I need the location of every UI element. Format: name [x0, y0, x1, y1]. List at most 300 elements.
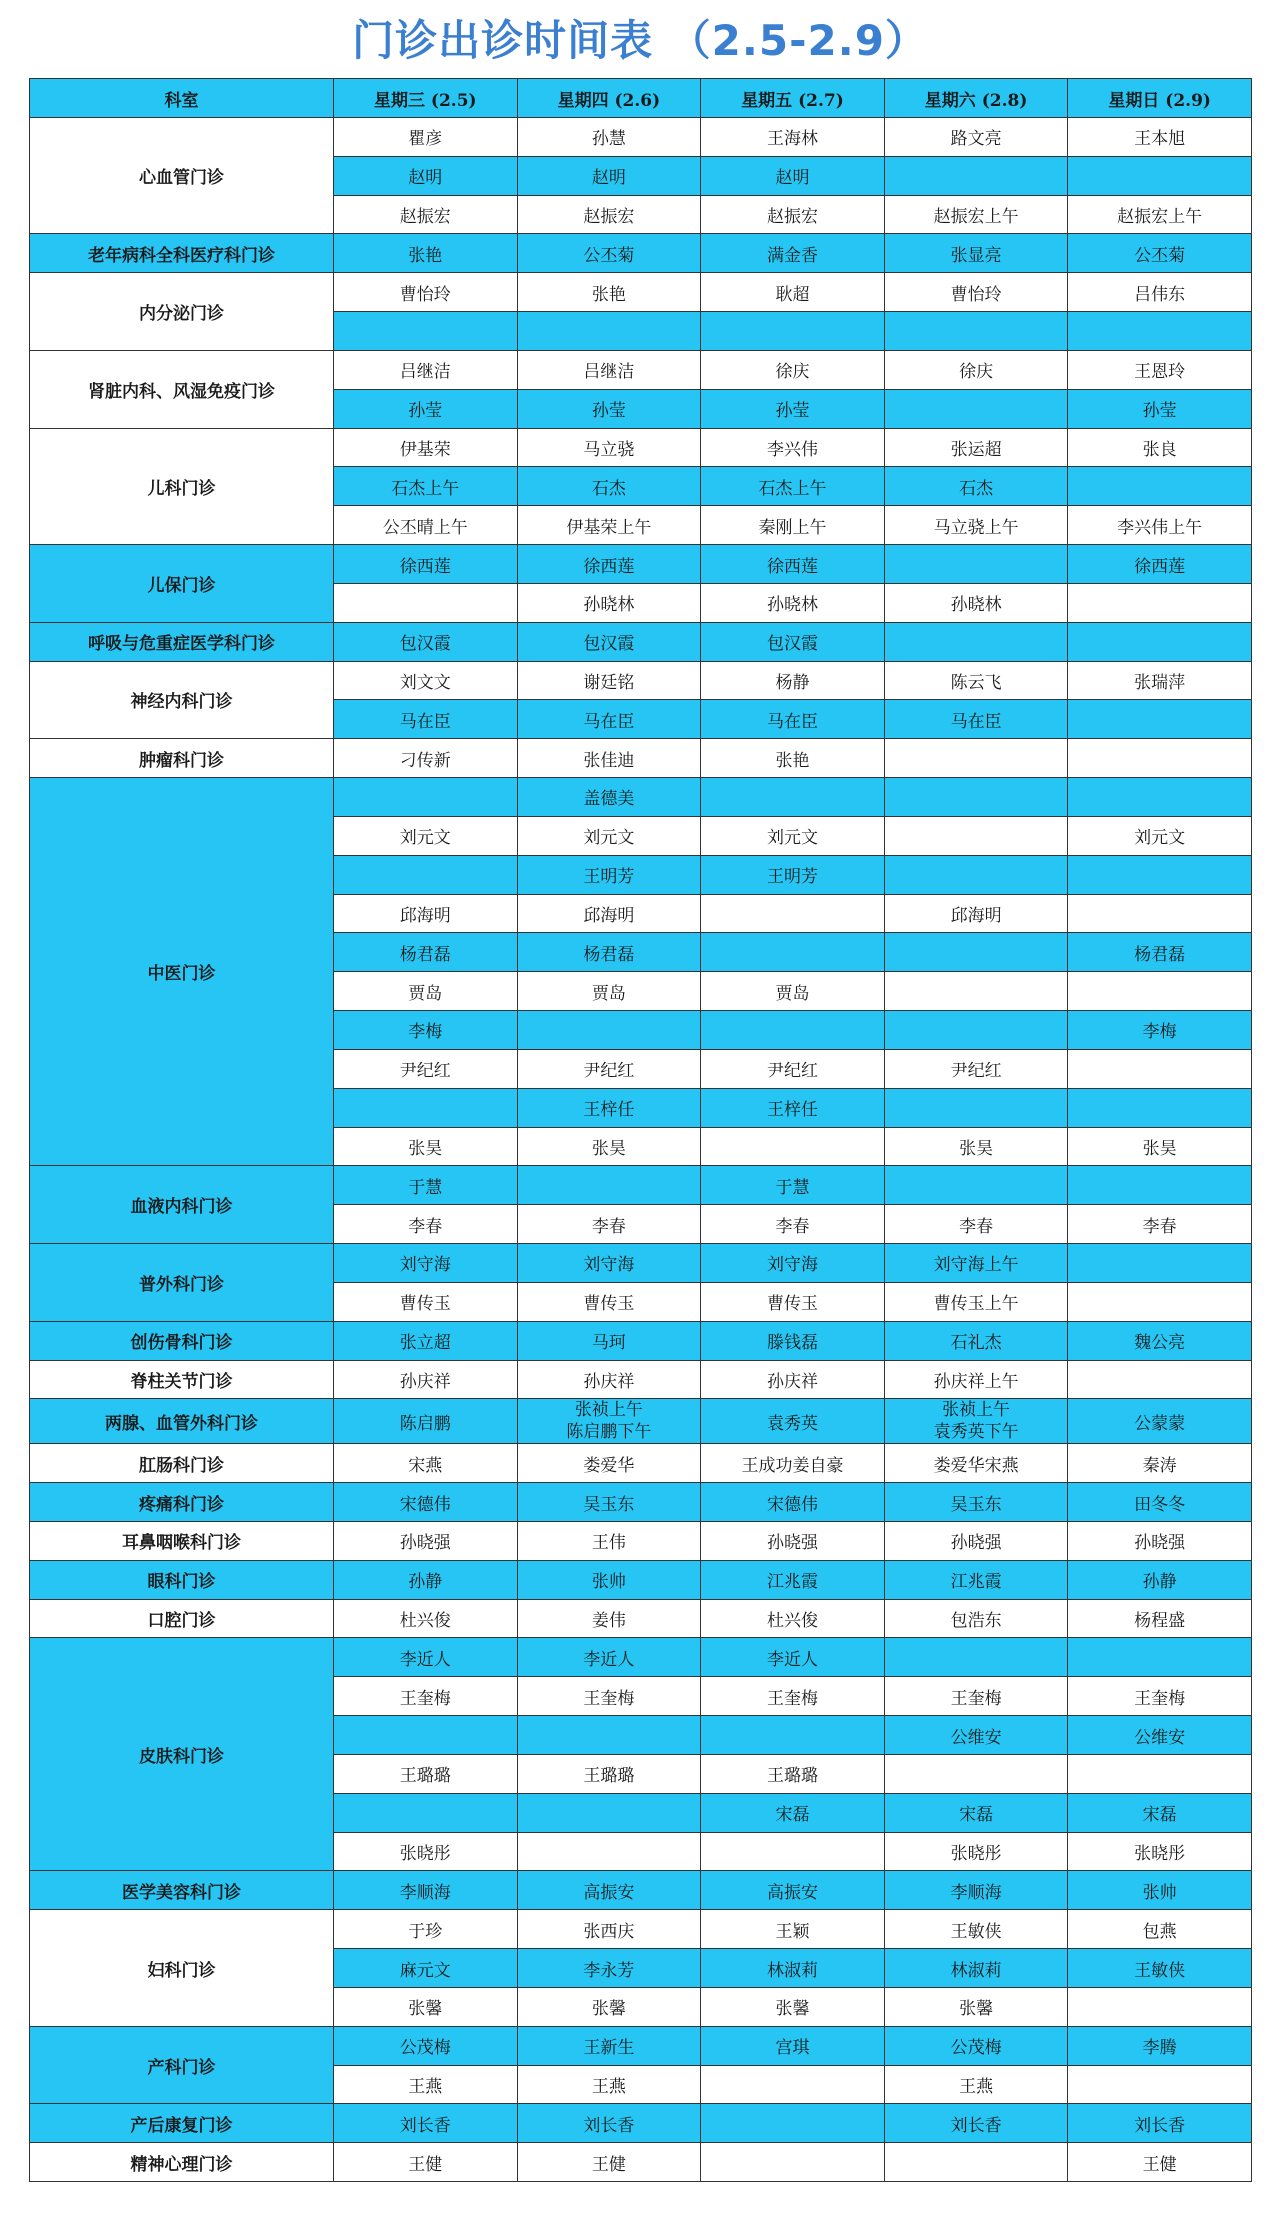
schedule-cell [334, 778, 518, 817]
schedule-cell: 尹纪红 [517, 1049, 701, 1088]
schedule-cell: 马立骁上午 [884, 506, 1068, 545]
schedule-cell: 王颖 [701, 1910, 885, 1949]
schedule-cell: 林淑莉 [701, 1949, 885, 1988]
schedule-cell: 石杰上午 [701, 467, 885, 506]
schedule-cell: 包汉霞 [334, 622, 518, 661]
schedule-cell: 刘守海上午 [884, 1244, 1068, 1283]
schedule-cell: 李春 [517, 1205, 701, 1244]
schedule-cell: 邱海明 [334, 894, 518, 933]
schedule-cell: 赵振宏上午 [884, 195, 1068, 234]
schedule-body [30, 118, 1252, 2182]
schedule-cell: 王奎梅 [517, 1677, 701, 1716]
schedule-cell [884, 1754, 1068, 1793]
schedule-cell: 刁传新 [334, 739, 518, 778]
department-name: 皮肤科门诊 [30, 1638, 334, 1871]
table-row [30, 1871, 1252, 1910]
table-row [30, 1910, 1252, 1949]
department-name: 呼吸与危重症医学科门诊 [30, 622, 334, 661]
schedule-cell: 张晓彤 [884, 1832, 1068, 1871]
schedule-cell: 曹传玉 [334, 1282, 518, 1321]
schedule-cell: 王明芳 [701, 855, 885, 894]
schedule-cell: 刘元文 [1068, 816, 1252, 855]
table-row [30, 1638, 1252, 1677]
schedule-cell: 包浩东 [884, 1599, 1068, 1638]
schedule-cell: 李近人 [701, 1638, 885, 1677]
table-row [30, 622, 1252, 661]
schedule-cell [1068, 2065, 1252, 2104]
schedule-cell: 曹传玉 [517, 1282, 701, 1321]
schedule-cell: 姜伟 [517, 1599, 701, 1638]
schedule-cell: 王新生 [517, 2026, 701, 2065]
table-row [30, 545, 1252, 584]
schedule-cell: 王本旭 [1068, 118, 1252, 157]
schedule-cell: 张昊 [517, 1127, 701, 1166]
doctor-name-line: 张祯上午 [942, 1400, 1011, 1421]
schedule-cell: 王明芳 [517, 855, 701, 894]
schedule-cell: 张西庆 [517, 1910, 701, 1949]
schedule-cell [1068, 583, 1252, 622]
schedule-cell: 高振安 [517, 1871, 701, 1910]
schedule-cell [517, 1716, 701, 1755]
schedule-cell [884, 816, 1068, 855]
schedule-cell: 公维安 [1068, 1716, 1252, 1755]
schedule-cell [1068, 1049, 1252, 1088]
schedule-cell [701, 2065, 885, 2104]
schedule-cell: 杨静 [701, 661, 885, 700]
schedule-cell: 包汉霞 [701, 622, 885, 661]
department-name: 肛肠科门诊 [30, 1444, 334, 1483]
schedule-cell: 刘长香 [1068, 2104, 1252, 2143]
schedule-cell: 宋德伟 [701, 1483, 885, 1522]
schedule-cell [334, 855, 518, 894]
table-row [30, 1399, 1252, 1444]
schedule-cell: 马在臣 [517, 700, 701, 739]
department-name: 医学美容科门诊 [30, 1871, 334, 1910]
schedule-cell: 王奎梅 [884, 1677, 1068, 1716]
schedule-cell [1068, 1282, 1252, 1321]
schedule-cell: 杨君磊 [517, 933, 701, 972]
schedule-cell: 秦刚上午 [701, 506, 885, 545]
schedule-cell: 徐西莲 [701, 545, 885, 584]
schedule-cell [517, 312, 701, 351]
schedule-table [29, 78, 1252, 2182]
schedule-cell: 盖德美 [517, 778, 701, 817]
schedule-cell: 孙庆祥上午 [884, 1360, 1068, 1399]
schedule-cell: 孙晓强 [701, 1521, 885, 1560]
schedule-cell: 赵明 [334, 156, 518, 195]
schedule-cell: 石杰 [517, 467, 701, 506]
department-name: 肿瘤科门诊 [30, 739, 334, 778]
schedule-cell: 宋德伟 [334, 1483, 518, 1522]
schedule-cell: 吴玉东 [517, 1483, 701, 1522]
schedule-cell [334, 312, 518, 351]
schedule-cell: 曹怡玲 [334, 273, 518, 312]
schedule-cell: 石杰上午 [334, 467, 518, 506]
schedule-cell [1068, 1754, 1252, 1793]
schedule-cell: 石礼杰 [884, 1321, 1068, 1360]
schedule-cell: 耿超 [701, 273, 885, 312]
schedule-cell [884, 622, 1068, 661]
header-department: 科室 [30, 79, 334, 118]
schedule-cell [701, 1832, 885, 1871]
header-saturday: 星期六 (2.8) [884, 79, 1068, 118]
schedule-cell [334, 1088, 518, 1127]
schedule-cell [1068, 312, 1252, 351]
schedule-cell: 李春 [334, 1205, 518, 1244]
schedule-cell: 徐庆 [884, 350, 1068, 389]
header-thursday: 星期四 (2.6) [517, 79, 701, 118]
schedule-cell: 王敏侠 [1068, 1949, 1252, 1988]
schedule-cell: 孙静 [334, 1560, 518, 1599]
schedule-cell: 刘元文 [517, 816, 701, 855]
schedule-cell: 张馨 [517, 1987, 701, 2026]
schedule-cell: 李春 [1068, 1205, 1252, 1244]
schedule-cell: 石杰 [884, 467, 1068, 506]
schedule-cell [1068, 739, 1252, 778]
schedule-cell: 满金香 [701, 234, 885, 273]
schedule-cell [1068, 778, 1252, 817]
schedule-cell: 张立超 [334, 1321, 518, 1360]
header-friday: 星期五 (2.7) [701, 79, 885, 118]
department-name: 儿保门诊 [30, 545, 334, 623]
table-row [30, 1483, 1252, 1522]
department-name: 产后康复门诊 [30, 2104, 334, 2143]
schedule-cell: 公蒙蒙 [1068, 1399, 1252, 1444]
department-name: 创伤骨科门诊 [30, 1321, 334, 1360]
schedule-cell: 陈启鹏 [334, 1399, 518, 1444]
schedule-cell [884, 2143, 1068, 2182]
schedule-cell [1068, 700, 1252, 739]
schedule-cell: 杨程盛 [1068, 1599, 1252, 1638]
schedule-cell: 伊基荣上午 [517, 506, 701, 545]
schedule-cell: 陈云飞 [884, 661, 1068, 700]
schedule-cell: 赵振宏 [701, 195, 885, 234]
department-name: 血液内科门诊 [30, 1166, 334, 1244]
schedule-cell: 杜兴俊 [334, 1599, 518, 1638]
schedule-cell [1068, 1166, 1252, 1205]
schedule-cell: 张显亮 [884, 234, 1068, 273]
schedule-cell: 孙莹 [517, 389, 701, 428]
schedule-cell: 邱海明 [884, 894, 1068, 933]
schedule-cell: 贾岛 [701, 972, 885, 1011]
schedule-cell: 李近人 [517, 1638, 701, 1677]
table-row [30, 1444, 1252, 1483]
schedule-cell [1068, 1987, 1252, 2026]
table-row [30, 739, 1252, 778]
schedule-cell [701, 312, 885, 351]
schedule-cell: 张昊 [1068, 1127, 1252, 1166]
table-row [30, 1599, 1252, 1638]
schedule-cell [517, 1399, 701, 1444]
doctor-name-line: 袁秀英下午 [933, 1422, 1019, 1443]
schedule-cell: 孙晓强 [884, 1521, 1068, 1560]
schedule-cell: 包汉霞 [517, 622, 701, 661]
schedule-cell [884, 1638, 1068, 1677]
schedule-cell: 张昊 [884, 1127, 1068, 1166]
schedule-cell [1068, 467, 1252, 506]
schedule-cell: 王燕 [884, 2065, 1068, 2104]
schedule-cell: 张瑞萍 [1068, 661, 1252, 700]
schedule-cell [1068, 1638, 1252, 1677]
schedule-cell: 张晓彤 [334, 1832, 518, 1871]
schedule-cell [884, 1088, 1068, 1127]
schedule-cell [701, 1127, 885, 1166]
schedule-cell: 娄爱华 [517, 1444, 701, 1483]
table-row [30, 2026, 1252, 2065]
table-row [30, 1560, 1252, 1599]
schedule-cell: 李梅 [1068, 1011, 1252, 1050]
schedule-cell: 张艳 [334, 234, 518, 273]
department-name: 脊柱关节门诊 [30, 1360, 334, 1399]
department-name: 口腔门诊 [30, 1599, 334, 1638]
department-name: 疼痛科门诊 [30, 1483, 334, 1522]
doctor-name-line: 陈启鹏下午 [566, 1422, 652, 1443]
schedule-cell: 李兴伟上午 [1068, 506, 1252, 545]
schedule-cell: 王璐璐 [334, 1754, 518, 1793]
schedule-cell [884, 778, 1068, 817]
schedule-cell: 王燕 [517, 2065, 701, 2104]
schedule-cell: 张良 [1068, 428, 1252, 467]
schedule-cell: 娄爱华宋燕 [884, 1444, 1068, 1483]
schedule-cell [517, 1166, 701, 1205]
schedule-cell [701, 2104, 885, 2143]
schedule-cell [517, 1832, 701, 1871]
schedule-cell: 刘守海 [334, 1244, 518, 1283]
schedule-cell: 徐庆 [701, 350, 885, 389]
schedule-cell: 曹传玉上午 [884, 1282, 1068, 1321]
schedule-cell: 麻元文 [334, 1949, 518, 1988]
schedule-cell: 王成功姜自豪 [701, 1444, 885, 1483]
schedule-cell: 江兆霞 [884, 1560, 1068, 1599]
schedule-cell: 王奎梅 [334, 1677, 518, 1716]
schedule-cell: 尹纪红 [701, 1049, 885, 1088]
schedule-cell: 赵明 [701, 156, 885, 195]
schedule-cell: 曹传玉 [701, 1282, 885, 1321]
header-sunday: 星期日 (2.9) [1068, 79, 1252, 118]
schedule-cell: 张运超 [884, 428, 1068, 467]
schedule-cell [1068, 855, 1252, 894]
schedule-cell: 孙静 [1068, 1560, 1252, 1599]
schedule-cell: 张馨 [701, 1987, 885, 2026]
schedule-cell: 孙晓强 [1068, 1521, 1252, 1560]
schedule-cell [884, 156, 1068, 195]
schedule-cell [884, 389, 1068, 428]
department-name: 中医门诊 [30, 778, 334, 1166]
schedule-cell: 杨君磊 [334, 933, 518, 972]
schedule-cell: 张晓彤 [1068, 1832, 1252, 1871]
schedule-cell: 公丕菊 [517, 234, 701, 273]
table-row [30, 2104, 1252, 2143]
schedule-cell [884, 1166, 1068, 1205]
department-name: 内分泌门诊 [30, 273, 334, 351]
table-row [30, 118, 1252, 157]
schedule-cell: 魏公亮 [1068, 1321, 1252, 1360]
schedule-cell [701, 1011, 885, 1050]
schedule-cell: 尹纪红 [884, 1049, 1068, 1088]
schedule-cell: 杜兴俊 [701, 1599, 885, 1638]
schedule-cell: 王健 [334, 2143, 518, 2182]
schedule-cell: 王恩玲 [1068, 350, 1252, 389]
schedule-cell: 张艳 [701, 739, 885, 778]
schedule-cell: 徐西莲 [517, 545, 701, 584]
schedule-cell: 吕继洁 [517, 350, 701, 389]
schedule-cell: 刘元文 [701, 816, 885, 855]
schedule-cell: 张佳迪 [517, 739, 701, 778]
schedule-cell: 吕伟东 [1068, 273, 1252, 312]
schedule-cell: 刘元文 [334, 816, 518, 855]
schedule-cell [701, 1716, 885, 1755]
schedule-cell: 李顺海 [334, 1871, 518, 1910]
table-row [30, 428, 1252, 467]
department-name: 耳鼻咽喉科门诊 [30, 1521, 334, 1560]
schedule-cell: 王奎梅 [1068, 1677, 1252, 1716]
schedule-cell: 孙莹 [1068, 389, 1252, 428]
schedule-cell: 伊基荣 [334, 428, 518, 467]
schedule-cell: 赵振宏 [517, 195, 701, 234]
schedule-cell: 公维安 [884, 1716, 1068, 1755]
schedule-cell: 王敏侠 [884, 1910, 1068, 1949]
schedule-cell [334, 1716, 518, 1755]
schedule-cell: 徐西莲 [1068, 545, 1252, 584]
schedule-cell [884, 739, 1068, 778]
schedule-cell: 瞿彦 [334, 118, 518, 157]
schedule-cell [884, 1011, 1068, 1050]
schedule-cell: 徐西莲 [334, 545, 518, 584]
schedule-cell [517, 1011, 701, 1050]
schedule-cell: 张帅 [517, 1560, 701, 1599]
schedule-cell: 赵明 [517, 156, 701, 195]
department-name: 儿科门诊 [30, 428, 334, 544]
schedule-cell: 田冬冬 [1068, 1483, 1252, 1522]
table-row [30, 1321, 1252, 1360]
schedule-cell: 张帅 [1068, 1871, 1252, 1910]
schedule-cell: 王梓任 [517, 1088, 701, 1127]
schedule-cell [334, 583, 518, 622]
schedule-cell: 王海林 [701, 118, 885, 157]
schedule-cell: 孙慧 [517, 118, 701, 157]
department-name: 神经内科门诊 [30, 661, 334, 739]
schedule-cell: 宋磊 [884, 1793, 1068, 1832]
table-row [30, 273, 1252, 312]
department-name: 两腺、血管外科门诊 [30, 1399, 334, 1444]
schedule-cell [1068, 1244, 1252, 1283]
schedule-cell: 公丕菊 [1068, 234, 1252, 273]
schedule-cell: 王璐璐 [517, 1754, 701, 1793]
table-row [30, 661, 1252, 700]
schedule-cell [334, 1793, 518, 1832]
schedule-cell: 刘守海 [701, 1244, 885, 1283]
schedule-cell: 秦涛 [1068, 1444, 1252, 1483]
schedule-cell [701, 894, 885, 933]
schedule-cell: 李春 [884, 1205, 1068, 1244]
schedule-cell: 孙晓林 [517, 583, 701, 622]
schedule-cell: 孙庆祥 [334, 1360, 518, 1399]
schedule-cell: 公茂梅 [884, 2026, 1068, 2065]
department-name: 普外科门诊 [30, 1244, 334, 1322]
schedule-cell: 包燕 [1068, 1910, 1252, 1949]
header-wednesday: 星期三 (2.5) [334, 79, 518, 118]
schedule-cell: 高振安 [701, 1871, 885, 1910]
schedule-cell [884, 933, 1068, 972]
schedule-cell: 张昊 [334, 1127, 518, 1166]
schedule-cell: 孙晓林 [701, 583, 885, 622]
department-name: 精神心理门诊 [30, 2143, 334, 2182]
schedule-cell: 邱海明 [517, 894, 701, 933]
table-row [30, 2143, 1252, 2182]
schedule-cell: 于慧 [334, 1166, 518, 1205]
schedule-cell [1068, 156, 1252, 195]
schedule-cell: 贾岛 [334, 972, 518, 1011]
schedule-cell [884, 312, 1068, 351]
schedule-cell: 马珂 [517, 1321, 701, 1360]
schedule-cell: 李近人 [334, 1638, 518, 1677]
schedule-cell: 刘长香 [884, 2104, 1068, 2143]
header-row [30, 79, 1252, 118]
schedule-cell: 滕钱磊 [701, 1321, 885, 1360]
department-name: 妇科门诊 [30, 1910, 334, 2026]
schedule-cell: 马在臣 [334, 700, 518, 739]
schedule-cell: 刘守海 [517, 1244, 701, 1283]
schedule-cell: 李永芳 [517, 1949, 701, 1988]
table-row [30, 350, 1252, 389]
table-row [30, 778, 1252, 817]
schedule-cell: 王健 [517, 2143, 701, 2182]
department-name: 肾脏内科、风湿免疫门诊 [30, 350, 334, 428]
table-row [30, 234, 1252, 273]
department-name: 心血管门诊 [30, 118, 334, 234]
schedule-cell [701, 2143, 885, 2182]
schedule-cell: 李春 [701, 1205, 885, 1244]
schedule-cell [1068, 894, 1252, 933]
schedule-cell: 吕继洁 [334, 350, 518, 389]
schedule-cell: 赵振宏上午 [1068, 195, 1252, 234]
table-row [30, 1166, 1252, 1205]
table-row [30, 1360, 1252, 1399]
schedule-cell: 马在臣 [884, 700, 1068, 739]
schedule-cell: 于珍 [334, 1910, 518, 1949]
schedule-cell: 路文亮 [884, 118, 1068, 157]
schedule-cell [701, 778, 885, 817]
schedule-cell: 张馨 [884, 1987, 1068, 2026]
schedule-cell: 宋磊 [1068, 1793, 1252, 1832]
schedule-cell [1068, 1088, 1252, 1127]
department-name: 眼科门诊 [30, 1560, 334, 1599]
schedule-cell: 马在臣 [701, 700, 885, 739]
schedule-cell: 公丕晴上午 [334, 506, 518, 545]
schedule-cell: 李顺海 [884, 1871, 1068, 1910]
schedule-cell: 王梓任 [701, 1088, 885, 1127]
schedule-cell: 王健 [1068, 2143, 1252, 2182]
schedule-cell [884, 855, 1068, 894]
schedule-cell [884, 972, 1068, 1011]
schedule-cell: 袁秀英 [701, 1399, 885, 1444]
schedule-cell: 杨君磊 [1068, 933, 1252, 972]
schedule-cell: 刘长香 [517, 2104, 701, 2143]
schedule-cell: 李兴伟 [701, 428, 885, 467]
schedule-cell: 孙莹 [334, 389, 518, 428]
schedule-cell: 刘长香 [334, 2104, 518, 2143]
schedule-cell: 吴玉东 [884, 1483, 1068, 1522]
page-title: 门诊出诊时间表 （2.5-2.9） [352, 16, 928, 65]
table-row [30, 1521, 1252, 1560]
schedule-cell: 李梅 [334, 1011, 518, 1050]
schedule-cell: 王燕 [334, 2065, 518, 2104]
schedule-cell: 曹怡玲 [884, 273, 1068, 312]
department-name: 产科门诊 [30, 2026, 334, 2104]
schedule-cell: 谢廷铭 [517, 661, 701, 700]
schedule-cell [517, 1793, 701, 1832]
schedule-cell: 江兆霞 [701, 1560, 885, 1599]
